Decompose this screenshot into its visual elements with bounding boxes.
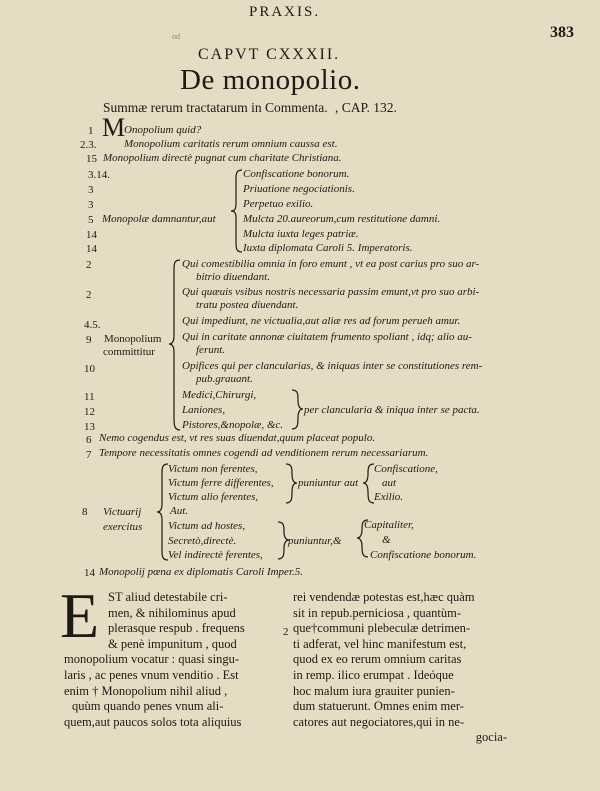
brace-committitur: [168, 258, 182, 432]
chapter-heading: CAPVT CXXXII.: [198, 46, 341, 63]
item-number: 3: [88, 184, 94, 196]
corner-mark: od: [172, 32, 180, 41]
running-title: PRAXIS.: [249, 4, 321, 20]
summary-text: exercitus: [103, 521, 143, 533]
body-line: ti adferat, vel hinc manifestum est,: [293, 636, 467, 651]
summary-text: Vel indirectè ferentes,: [168, 549, 263, 561]
body-line: in remp. ilico erumpat . Ideóque: [293, 667, 454, 682]
body-line: monopolium vocatur : quasi singu-: [64, 652, 239, 667]
summary-text: Monopolium: [104, 333, 162, 345]
brace-puniuntur-1: [284, 462, 298, 506]
summary-text: ferunt.: [196, 344, 226, 356]
summary-text: tratu postea diuendant.: [196, 299, 299, 311]
summary-text: Monopolium caritatis rerum omnium caussa est.: [124, 138, 338, 150]
summary-text: Laniones,: [182, 404, 226, 416]
summary-text: Onopolium quid?: [124, 124, 202, 136]
summary-text: Medici,Chirurgi,: [182, 389, 257, 401]
summary-text: pub.grauant.: [196, 373, 253, 385]
item-number: 8: [82, 506, 88, 518]
brace-victuarij: [156, 462, 170, 562]
item-number: 6: [86, 434, 92, 446]
summary-text: Tempore necessitatis omnes cogendi ad venditionem rerum necessariarum.: [99, 447, 429, 459]
summary-text: per clancularia & iniqua inter se pacta.: [304, 404, 480, 416]
summary-text: Victum ad hostes,: [168, 520, 246, 532]
body-line: quem,aut paucos solos tota aliquius: [64, 714, 242, 729]
summary-text: Secretò,directè.: [168, 535, 237, 547]
summary-text: Qui quæuis vsibus nostris necessaria passim emunt,vt pro suo arbi-: [182, 286, 480, 298]
body-line: & penè impunitum , quod: [108, 636, 237, 651]
summary-text: Confiscatione,: [374, 463, 438, 475]
body-line: plerasque respub . frequens: [108, 621, 245, 636]
summary-text: puniuntur,&: [288, 535, 342, 547]
item-number: 7: [86, 449, 92, 461]
body-line: catores aut negociatores,qui in ne-: [293, 714, 465, 729]
brace-pacta: [290, 388, 304, 432]
page-number: 383: [550, 24, 574, 41]
summary-text: Confiscatione bonorum.: [243, 168, 350, 180]
summary-text: Confiscatione bonorum.: [370, 549, 477, 561]
item-number: 2: [86, 259, 92, 271]
body-line: enim † Monopolium nihil aliud ,: [64, 683, 228, 698]
margin-note: 2: [283, 626, 289, 638]
summary-text: Mulcta 20.aureorum,cum restitutione damni.: [243, 213, 441, 225]
summary-text: Aut.: [170, 505, 189, 517]
item-number: 2: [86, 289, 92, 301]
brace-poena-1: [362, 462, 376, 506]
summary-text: committitur: [103, 346, 155, 358]
summary-text: Perpetuo exilio.: [243, 198, 314, 210]
summary-text: Exilio.: [374, 491, 404, 503]
summary-text: Victum ferre differentes,: [168, 477, 274, 489]
summary-text: Pistores,&nopolæ, &c.: [182, 419, 284, 431]
summary-text: Iuxta diplomata Caroli 5. Imperatoris.: [243, 242, 413, 254]
item-number: 14: [84, 567, 95, 579]
item-number: 3: [88, 199, 94, 211]
summary-text: Monopolæ damnantur,aut: [102, 213, 216, 225]
body-line: men, & nihilominus apud: [108, 605, 236, 620]
item-number: 9: [86, 334, 92, 346]
summary-text: &: [382, 534, 391, 546]
summary-text: Opifices qui per clancularias, & iniquas inter se constitutiones rem-: [182, 360, 483, 372]
item-number: 5: [88, 214, 94, 226]
summary-text: Nemo cogendus est, vt res suas diuendat,quum placeat populo.: [99, 432, 376, 444]
item-number: 10: [84, 363, 95, 375]
summary-text: Mulcta iuxta leges patriæ.: [243, 228, 359, 240]
item-number: 14: [86, 243, 97, 255]
brace-monopolae: [230, 168, 244, 254]
initial-letter: M: [102, 113, 126, 142]
page-title: De monopolio.: [180, 64, 361, 96]
item-number: 1: [88, 125, 94, 137]
body-line: dum statuerunt. Omnes enim mer-: [293, 699, 464, 714]
summary-text: puniuntur aut: [298, 477, 359, 489]
summary-text: aut: [382, 477, 397, 489]
summary-label: Summæ rerum tractatarum in Commenta.: [103, 100, 328, 115]
body-line: gocia-: [475, 730, 507, 745]
summary-ref: , CAP. 132.: [334, 100, 397, 115]
summary-text: Monopolium directè pugnat cum charitate Christiana.: [103, 152, 342, 164]
body-line: sit in repub.perniciosa , quantùm-: [293, 605, 462, 620]
body-line: quod ex eo rerum omnium caritas: [293, 652, 462, 667]
summary-text: bitrio diuendant.: [196, 271, 270, 283]
brace-puniuntur-2: [276, 520, 290, 562]
summary-text: Victum non ferentes,: [168, 463, 258, 475]
drop-cap: E: [60, 580, 100, 651]
brace-poena-2: [356, 518, 370, 560]
body-line: que†communi plebeculæ detrimen-: [293, 621, 471, 636]
summary-text: Priuatione negociationis.: [243, 183, 355, 195]
item-number: 15: [86, 153, 97, 165]
summary-text: Victuarij: [103, 506, 142, 518]
item-number: 4.5.: [84, 319, 101, 331]
item-number: 11: [84, 391, 95, 403]
left-column: [64, 590, 282, 730]
body-line: laris , ac penes vnum venditio . Est: [64, 667, 239, 682]
summary-text: Qui in caritate annonæ ciuitatem frumento spoliant , idq; alio au-: [182, 331, 472, 343]
body-line: ST aliud detestabile cri-: [108, 590, 228, 604]
body-line: rei vendendæ potestas est,hæc quàm: [293, 590, 475, 604]
item-number: 2.3.: [80, 139, 97, 151]
item-number: 14: [86, 229, 97, 241]
item-number: 12: [84, 406, 95, 418]
summary-text: Qui impediunt, ne victualia,aut aliæ res ad forum perueh amur.: [182, 315, 461, 327]
item-number: 13: [84, 421, 95, 433]
summary-heading: [103, 100, 397, 116]
item-number: 3.14.: [88, 169, 110, 181]
body-line: hoc malum iura grauiter punien-: [293, 683, 455, 698]
summary-text: Qui comestibilia omnia in foro emunt , vt ea post carius pro suo ar-: [182, 258, 480, 270]
summary-text: Monopolij pœna ex diplomatis Caroli Imper.5.: [99, 566, 304, 578]
summary-text: Victum alio ferentes,: [168, 491, 259, 503]
right-column: [293, 590, 513, 746]
body-line: quùm quando penes vnum ali-: [72, 699, 224, 714]
summary-text: Capitaliter,: [364, 519, 414, 531]
